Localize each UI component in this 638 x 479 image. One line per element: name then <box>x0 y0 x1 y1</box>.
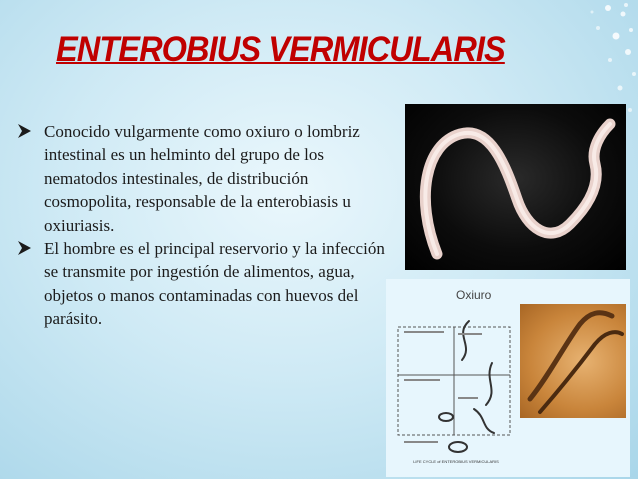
worm-illustration <box>405 104 626 270</box>
bullet-list <box>12 120 388 331</box>
worm-photo <box>405 104 626 270</box>
arrow-right-icon <box>16 122 34 140</box>
slide-title: ENTEROBIUS VERMICULARIS <box>56 30 505 69</box>
life-cycle-diagram <box>394 305 518 470</box>
microscope-photo <box>520 304 626 418</box>
life-cycle-caption: LIFE CYCLE of ENTEROBIUS VERMICULARIS <box>413 459 499 464</box>
bullet-item <box>12 237 388 331</box>
arrow-right-icon <box>16 239 34 257</box>
worm-micrograph <box>520 304 626 418</box>
bullet-text: El hombre es el principal reservorio y la infección se transmite por ingestión de alimentos, agua, objetos o manos contaminadas con huevos del parásito. <box>44 239 385 329</box>
life-cycle-title: Oxiuro <box>456 288 492 302</box>
bullet-item <box>12 120 388 237</box>
bullet-text: Conocido vulgarmente como oxiuro o lombriz intestinal es un helminto del grupo de los nematodos intestinales, de distribución cosmopolita, responsable de la enterobiasis u oxiuriasis. <box>44 122 360 235</box>
